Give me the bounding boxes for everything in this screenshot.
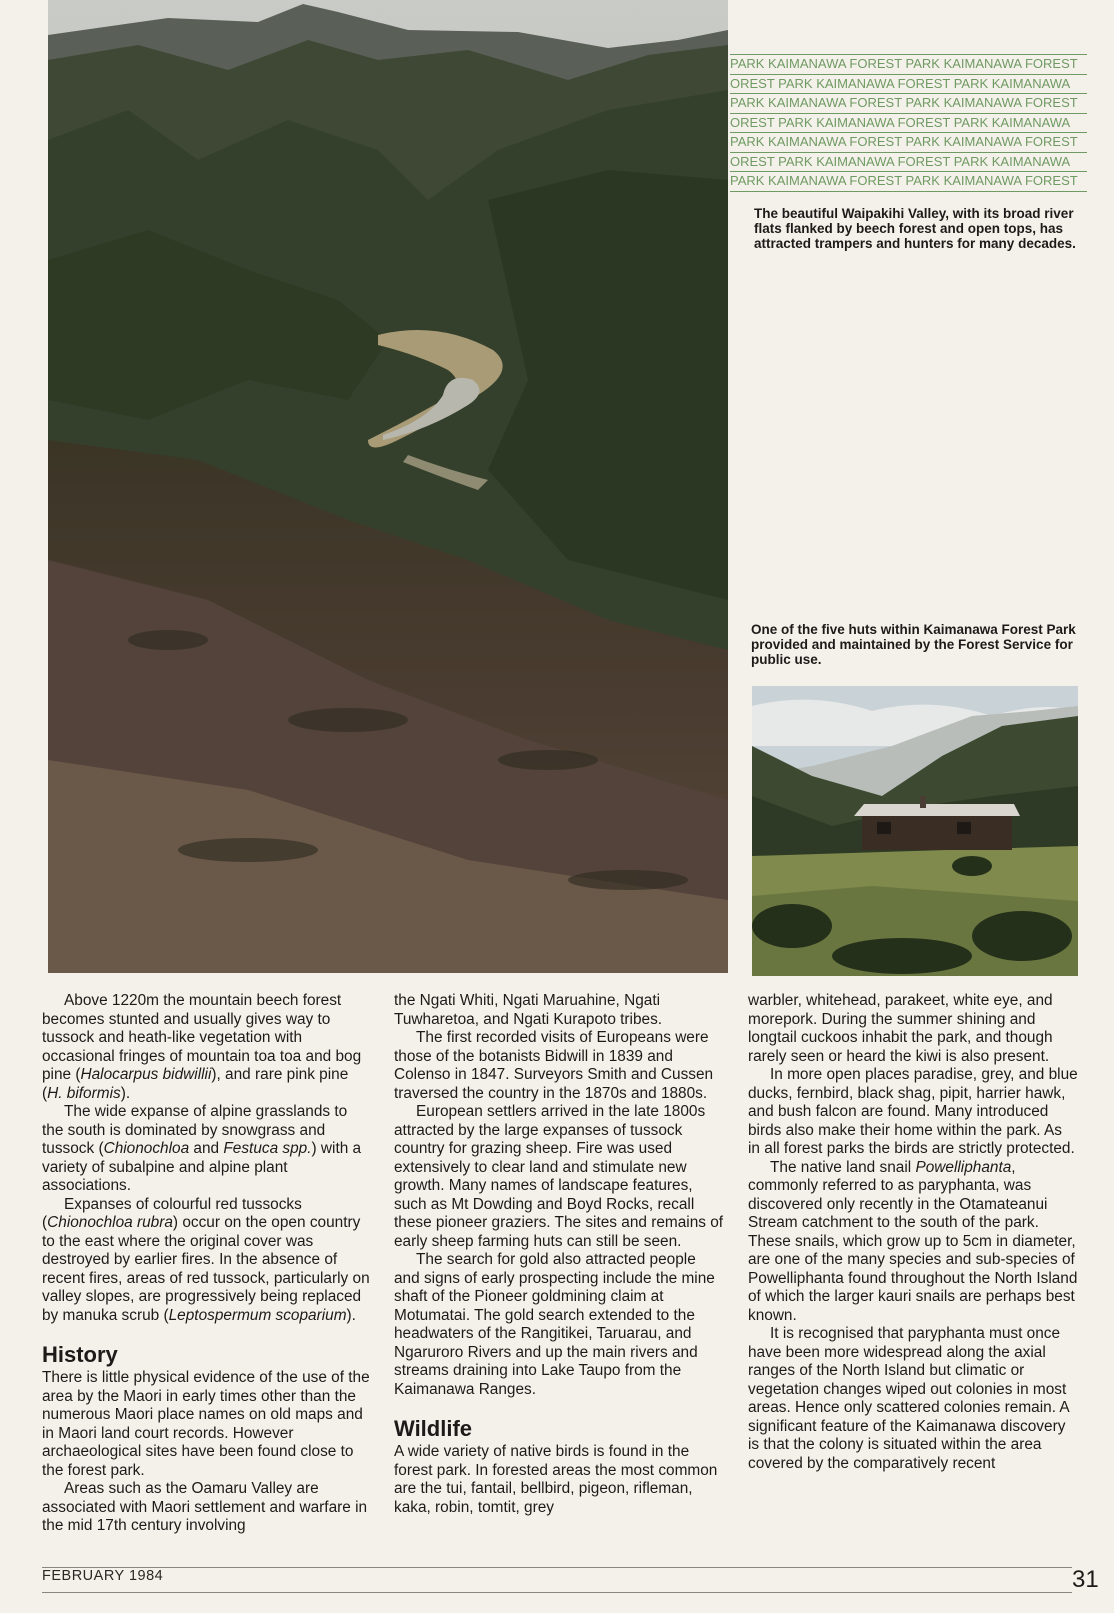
italic-species: H. biformis	[47, 1084, 121, 1102]
valley-photo-caption: The beautiful Waipakihi Valley, with its broad river flats flanked by beech forest and open tops, has attracted trampers and hunters for many decades.	[754, 206, 1076, 251]
issue-date: FEBRUARY 1984	[42, 1568, 164, 1584]
paragraph: The first recorded visits of Europeans were those of the botanists Bidwill in 1839 and Colenso in 1847. Surveyors Smith and Cussen traversed the country in the 1870s and 1880s.	[394, 1029, 714, 1102]
valley-landscape-illustration	[48, 0, 728, 973]
paragraph: In more open places paradise, grey, and blue ducks, fernbird, black shag, pipit, harrier hawk, and bush falcon are found. Many introduced birds also make their home within the park. As in all forest parks the birds are strictly protected.	[748, 1066, 1078, 1157]
banner-line: PARK KAIMANAWA FOREST PARK KAIMANAWA FOREST	[730, 133, 1087, 153]
italic-species: Leptospermum scoparium	[168, 1306, 347, 1324]
text-span: ), and rare pink pine (	[42, 1066, 349, 1102]
hut-building-icon	[854, 796, 1020, 850]
italic-species: Festuca spp.	[223, 1140, 312, 1157]
paragraph: A wide variety of native birds is found in the forest park. In forested areas the most common are the tui, fantail, bellbird, pigeon, rifleman, kaka, robin, tomtit, grey	[394, 1443, 718, 1516]
text-column-2	[394, 992, 724, 1517]
text-span: The wide expanse of alpine grasslands to the south is dominated by snowgrass and tussock (	[42, 1103, 348, 1157]
page-number: 31	[1072, 1566, 1099, 1593]
text-span: ) with a variety of subalpine and alpine plant associations.	[42, 1140, 362, 1194]
paragraph: There is little physical evidence of the use of the area by the Maori in early times other than the numerous Maori place names on old maps and in Maori land court records. However archaeological sites have been found close to the forest park.	[42, 1369, 370, 1479]
paragraph: It is recognised that paryphanta must once have been more widespread along the axial ranges of the North Island but climatic or vegetation changes wiped out colonies in most areas. Hence only scattered colonies remain. A significant feature of the Kaimanawa discovery is that the colony is situated within the area covered by the comparatively recent	[748, 1325, 1069, 1472]
footer-rule	[42, 1592, 1072, 1593]
hut-photo-caption: One of the five huts within Kaimanawa Forest Park provided and maintained by the Forest Service for public use.	[751, 622, 1076, 667]
paragraph: The search for gold also attracted people and signs of early prospecting include the mine shaft of the Pioneer goldmining claim at Motumatai. The gold search extended to the headwaters of the Rangitikei, Taruarau, and Ngaruroro Rivers and up the main rivers and streams draining into Lake Taupo from the Kaimanawa Ranges.	[394, 1251, 715, 1398]
history-heading: History	[42, 1342, 118, 1367]
text-span: The native land snail	[770, 1158, 916, 1176]
waipakihi-valley-photo	[48, 0, 728, 973]
paragraph	[42, 992, 372, 1103]
banner-line: PARK KAIMANAWA FOREST PARK KAIMANAWA FOREST	[730, 54, 1087, 75]
text-column-1	[42, 992, 372, 1536]
italic-species: Chionochloa rubra	[47, 1214, 173, 1231]
text-span: , commonly referred to as paryphanta, was discovered only recently in the Otamateanui Stream catchment to the south of the park. These snails, which grow up to 5cm in diameter, are one of the many species and sub-species of Powelliphanta found throughout the North Island of which the larger kauri snails are perhaps best known.	[748, 1158, 1078, 1324]
text-span: ).	[346, 1306, 356, 1324]
paragraph	[42, 1103, 372, 1196]
banner-line: OREST PARK KAIMANAWA FOREST PARK KAIMANAWA	[730, 114, 1087, 134]
paragraph	[42, 1196, 372, 1326]
paragraph: European settlers arrived in the late 1800s attracted by the large expanses of tussock country for grazing sheep. Fire was used extensively to clear land and stimulate new growth. Many names of landscape features, such as Mt Dowding and Boyd Rocks, recall these pioneer graziers. The sites and remains of early sheep farming huts can still be seen.	[394, 1103, 724, 1250]
text-span: and	[189, 1140, 224, 1157]
text-span: ) occur on the open country to the east where the original cover was destroyed by earlier fires. In the absence of recent fires, areas of red tussock, particularly on valley slopes, are progressively being replaced by manuka scrub (	[42, 1214, 370, 1324]
italic-species: Powelliphanta	[915, 1158, 1012, 1176]
text-span: ).	[120, 1084, 131, 1102]
paragraph	[748, 1159, 1078, 1326]
forest-hut-photo	[752, 686, 1078, 976]
italic-species: Chionochloa	[103, 1140, 190, 1157]
banner-line: PARK KAIMANAWA FOREST PARK KAIMANAWA FOREST	[730, 172, 1087, 192]
text-span: Above 1220m the mountain beech forest becomes stunted and usually gives way to tussock and heath-like vegetation with occasional fringes of mountain toa toa and bog pine (	[42, 992, 362, 1083]
paragraph: warbler, whitehead, parakeet, white eye, and morepork. During the summer shining and longtail cuckoos inhabit the park, and though rarely seen or heard the kiwi is also present.	[748, 992, 1053, 1065]
banner-line: PARK KAIMANAWA FOREST PARK KAIMANAWA FOREST	[730, 94, 1087, 114]
hut-landscape-illustration	[752, 686, 1078, 976]
italic-species: Halocarpus bidwillii	[80, 1066, 212, 1083]
text-column-3	[748, 992, 1078, 1473]
paragraph: Areas such as the Oamaru Valley are associated with Maori settlement and warfare in the mid 17th century involving	[42, 1480, 368, 1534]
text-span: Expanses of colourful red tussocks (	[42, 1195, 302, 1231]
banner-line: OREST PARK KAIMANAWA FOREST PARK KAIMANAWA	[730, 75, 1087, 95]
kaimanawa-banner	[730, 54, 1087, 192]
wildlife-heading: Wildlife	[394, 1416, 473, 1441]
banner-line: OREST PARK KAIMANAWA FOREST PARK KAIMANAWA	[730, 153, 1087, 173]
footer-rule	[42, 1567, 1072, 1568]
paragraph: the Ngati Whiti, Ngati Maruahine, Ngati Tuwharetoa, and Ngati Kurapoto tribes.	[394, 992, 663, 1028]
